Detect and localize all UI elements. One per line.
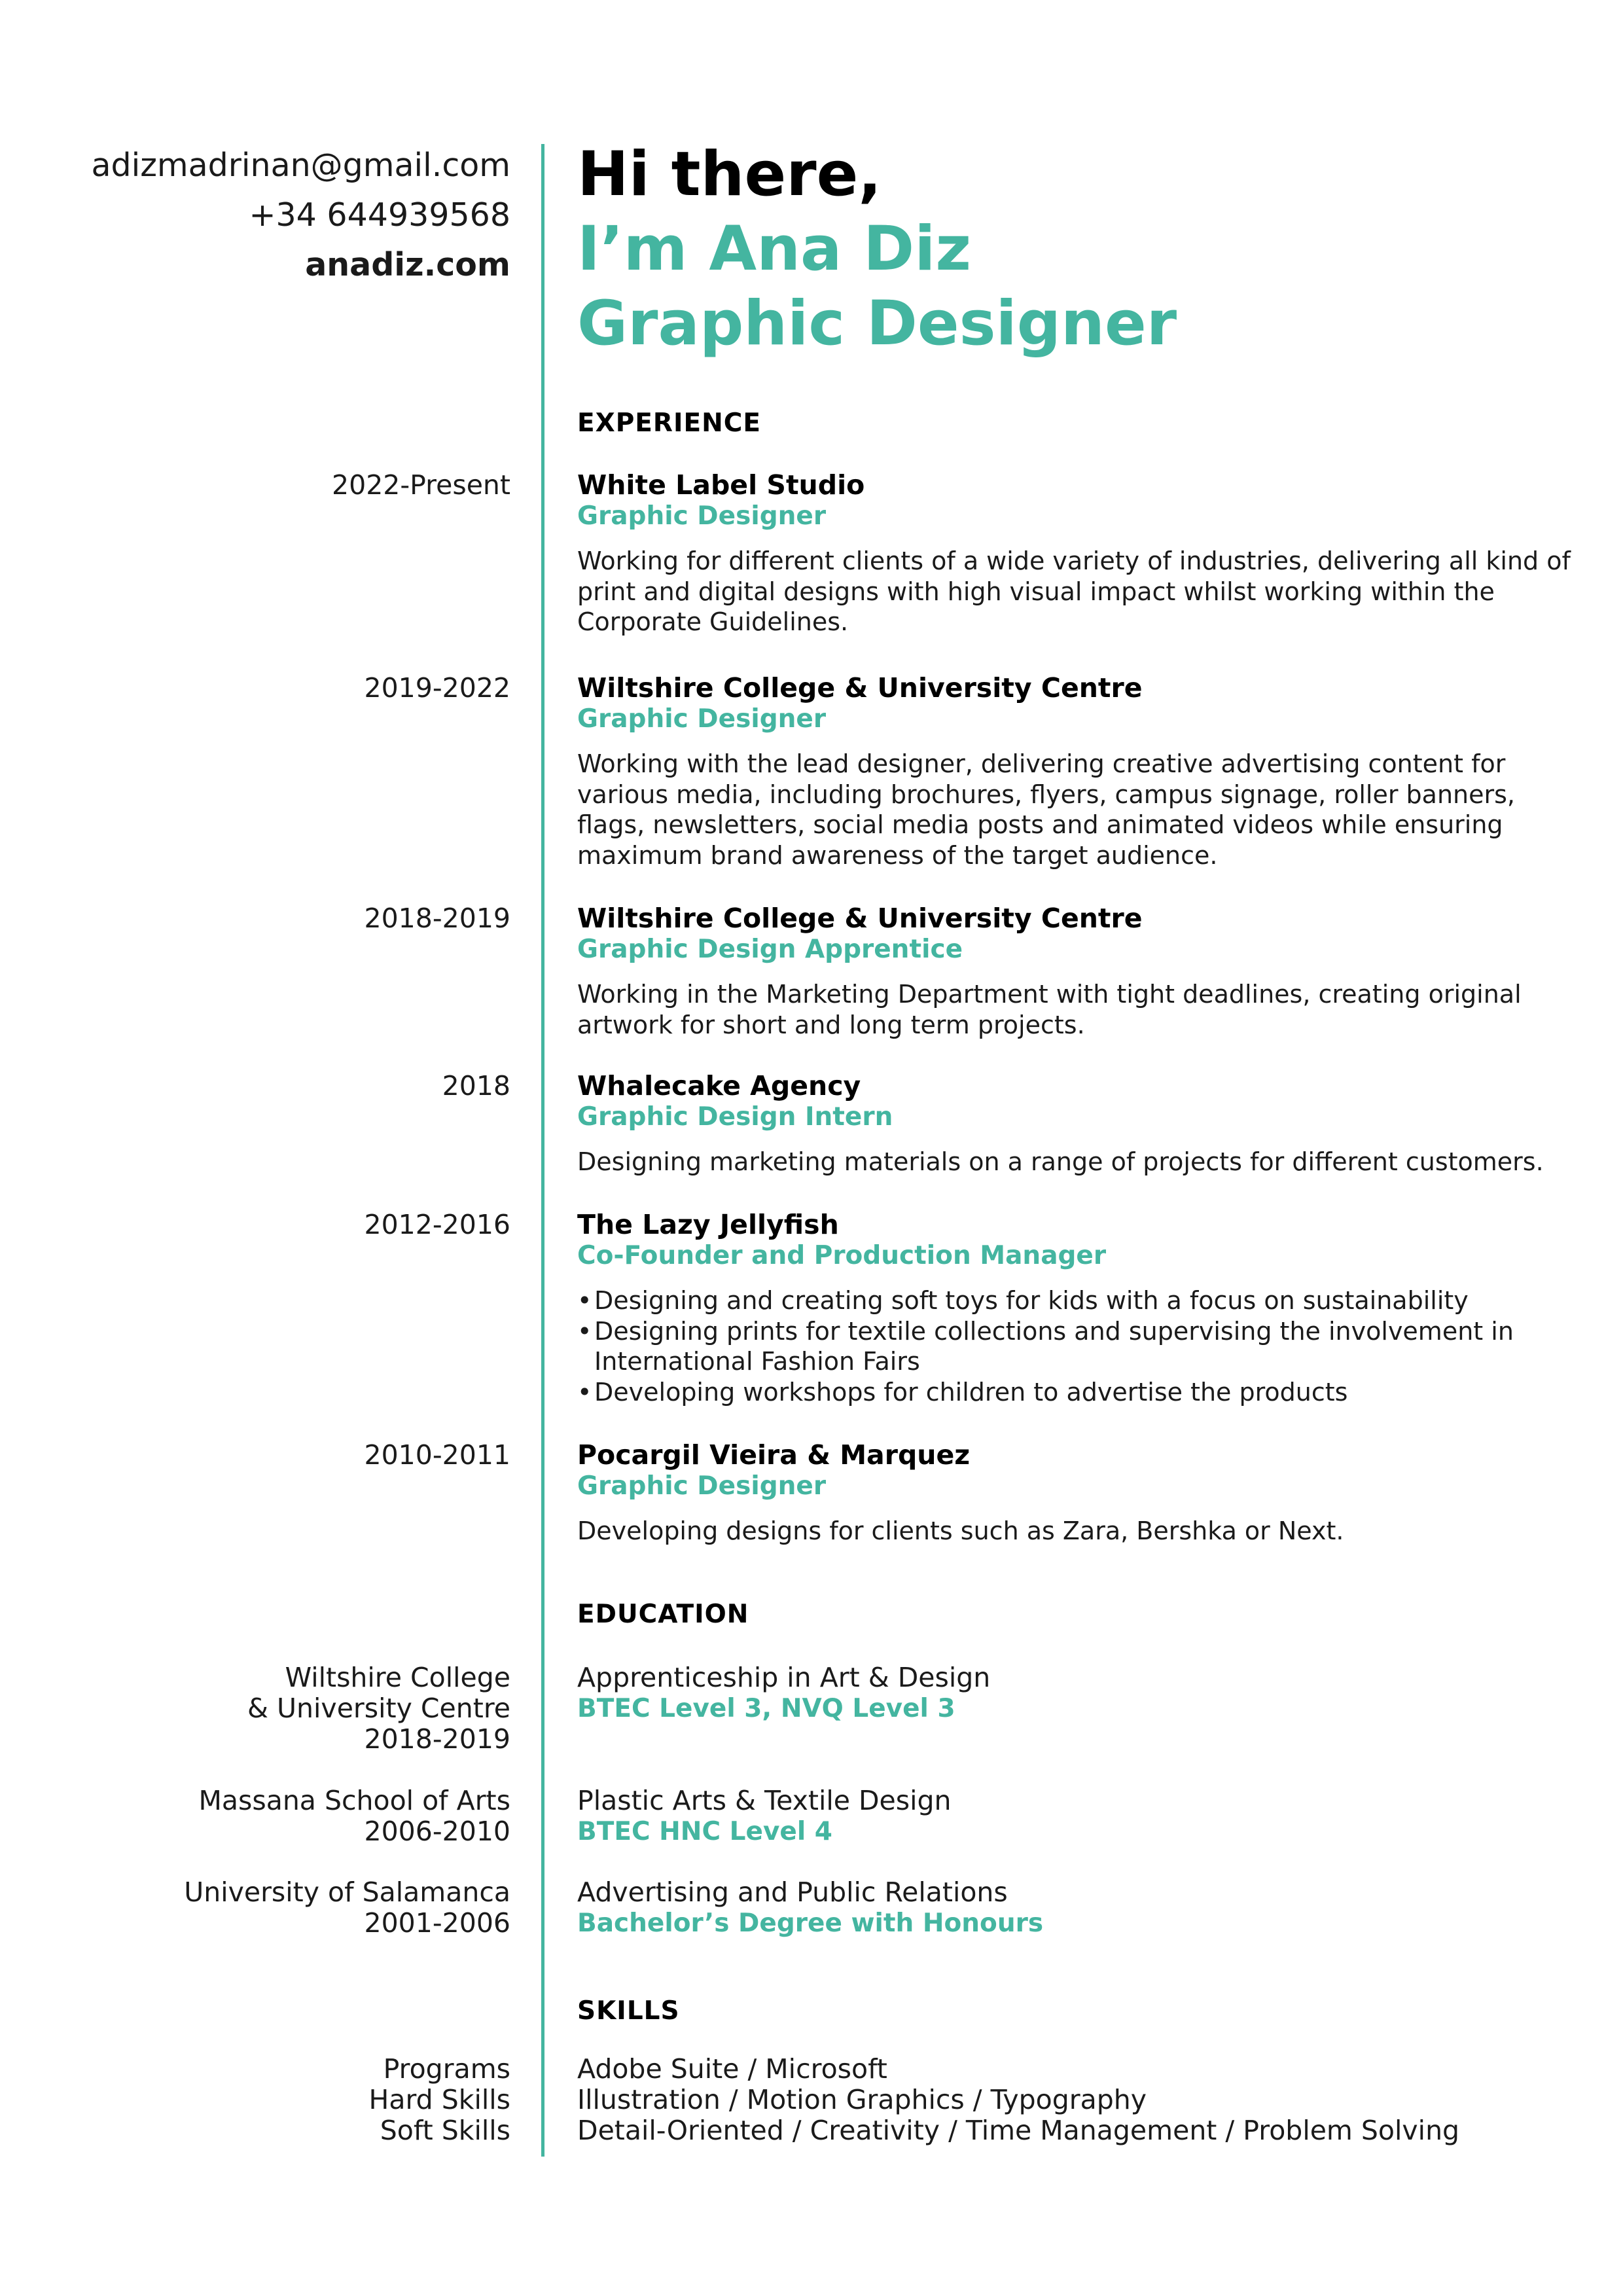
job-description: Working with the lead designer, delivering creative advertising content for various media, including brochures, flyers, campus signage, roller banners, flags, newsletters, social media posts and animated videos while ensuring maximum brand awareness of the target audience. xyxy=(577,749,1516,870)
job-role: Graphic Design Apprentice xyxy=(577,935,963,964)
job-bullet: • Designing prints for textile collections and supervising the involvement in International Fashion Fairs xyxy=(577,1316,1572,1377)
experience-dates: 2012-2016 xyxy=(364,1209,510,1240)
email-link[interactable]: adizmadrinan@gmail.com xyxy=(91,147,510,184)
education-heading: EDUCATION xyxy=(577,1600,749,1629)
education-dates: 2018-2019 xyxy=(364,1723,510,1755)
website-link[interactable]: anadiz.com xyxy=(305,246,510,283)
hero-heading xyxy=(577,137,1177,361)
phone-link[interactable]: +34 644939568 xyxy=(249,196,510,234)
skill-value: Detail-Oriented / Creativity / Time Management / Problem Solving xyxy=(577,2115,1460,2146)
skills-labels xyxy=(369,2054,510,2146)
experience-entry xyxy=(577,1210,1572,1407)
education-institution xyxy=(184,1877,510,1939)
experience-entry xyxy=(577,903,1572,1040)
skill-label: Programs xyxy=(383,2053,510,2085)
company-name: Wiltshire College & University Centre xyxy=(577,672,1143,704)
job-bullet: • Designing and creating soft toys for kids with a focus on sustainability xyxy=(577,1285,1572,1316)
experience-dates: 2018-2019 xyxy=(364,903,510,934)
job-bullet-list xyxy=(577,1285,1572,1407)
experience-heading: EXPERIENCE xyxy=(577,408,762,438)
job-description: Working in the Marketing Department with tight deadlines, creating original artwork for short and long term projects. xyxy=(577,980,1522,1039)
name-line: I’m Ana Diz xyxy=(577,213,972,285)
job-bullet: • Developing workshops for children to advertise the products xyxy=(577,1377,1572,1408)
company-name: White Label Studio xyxy=(577,469,865,501)
skill-value: Adobe Suite / Microsoft xyxy=(577,2053,887,2085)
degree-name: Advertising and Public Relations xyxy=(577,1876,1008,1908)
education-dates: 2006-2010 xyxy=(364,1816,510,1847)
experience-entry xyxy=(577,1440,1572,1547)
job-description: Developing designs for clients such as Zara, Bershka or Next. xyxy=(577,1516,1344,1545)
education-entry xyxy=(577,1662,990,1724)
skill-label: Soft Skills xyxy=(380,2115,510,2146)
education-entry xyxy=(577,1785,952,1847)
greeting: Hi there, xyxy=(577,139,882,210)
skill-value: Illustration / Motion Graphics / Typography xyxy=(577,2084,1147,2115)
experience-entry xyxy=(577,470,1572,637)
job-title-line: Graphic Designer xyxy=(577,288,1177,359)
skill-label: Hard Skills xyxy=(368,2084,510,2115)
degree-name: Plastic Arts & Textile Design xyxy=(577,1785,952,1816)
education-institution xyxy=(247,1662,510,1755)
job-role: Graphic Design Intern xyxy=(577,1102,893,1132)
company-name: The Lazy Jellyfish xyxy=(577,1209,839,1240)
experience-entry xyxy=(577,1071,1572,1177)
experience-dates: 2022-Present xyxy=(332,469,510,501)
qualification: BTEC Level 3, NVQ Level 3 xyxy=(577,1694,955,1723)
skills-values xyxy=(577,2054,1459,2146)
institution-name-cont: & University Centre xyxy=(247,1693,510,1724)
job-role: Graphic Designer xyxy=(577,501,827,531)
vertical-divider xyxy=(541,144,544,2157)
education-dates: 2001-2006 xyxy=(364,1907,510,1939)
job-description: Working for different clients of a wide variety of industries, delivering all kind of print and digital designs with high visual impact whilst working within the Corporate Guidelines. xyxy=(577,547,1571,636)
institution-name: Massana School of Arts xyxy=(198,1785,510,1816)
job-role: Graphic Designer xyxy=(577,704,827,734)
degree-name: Apprenticeship in Art & Design xyxy=(577,1662,991,1693)
qualification: BTEC HNC Level 4 xyxy=(577,1817,832,1846)
qualification: Bachelor’s Degree with Honours xyxy=(577,1909,1044,1938)
institution-name: University of Salamanca xyxy=(184,1876,510,1908)
experience-dates: 2018 xyxy=(442,1070,510,1102)
experience-entry xyxy=(577,673,1572,870)
contact-block xyxy=(91,141,510,290)
job-description: Designing marketing materials on a range of projects for different customers. xyxy=(577,1147,1544,1176)
company-name: Wiltshire College & University Centre xyxy=(577,903,1143,934)
experience-dates: 2019-2022 xyxy=(364,672,510,704)
education-entry xyxy=(577,1877,1043,1939)
job-role: Co-Founder and Production Manager xyxy=(577,1241,1107,1270)
job-role: Graphic Designer xyxy=(577,1471,827,1501)
institution-name: Wiltshire College xyxy=(285,1662,510,1693)
company-name: Whalecake Agency xyxy=(577,1070,861,1102)
education-institution xyxy=(198,1785,510,1847)
skills-heading: SKILLS xyxy=(577,1996,680,2026)
company-name: Pocargil Vieira & Marquez xyxy=(577,1439,971,1471)
experience-dates: 2010-2011 xyxy=(364,1439,510,1471)
